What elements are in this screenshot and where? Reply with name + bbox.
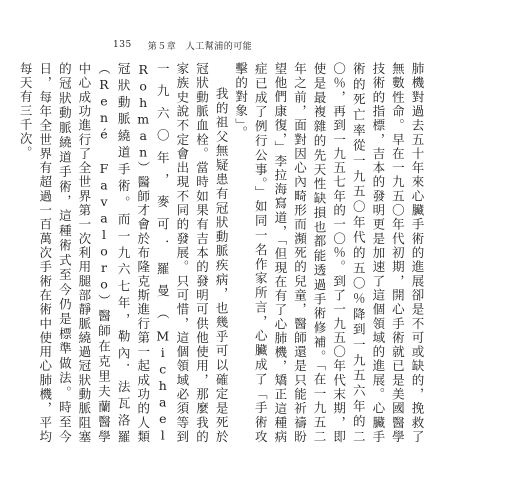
paragraph: 肺機對過去五十年來心臟手術的進展卻是不可或缺的，挽救了無數性命。早在一九五〇年代初期，開心手術就已是美國醫學技術的指標，吉本的發明更是加速了這個領域的進展。心臟手術的死亡率從一九五〇年代的五〇％降到一九五六年的二〇％，再到一九五七年的一〇％。到了一九五〇年代末期，即使是最複雜的先天性缺損也都能透過手術修補。「在一九五二年之前，面對因心內畸形而瀕死的兒童，醫師還是只能祈禱盼望他們康復，」李拉海寫道，「但現在有了心肺機，矯正這種病症已成了例行公事。」如同一名作家所言，心臟成了「手術攻擊的對象」。	[233, 62, 425, 444]
body-text	[16, 62, 427, 444]
chapter-title: 第５章 人工幫浦的可能	[147, 41, 253, 52]
paragraph: 我的祖父無疑患有冠狀動脈疾病，也幾乎可以確定是死於冠狀動脈血栓。當時如果有吉本的發明可供他使用，那麼我的家族史說不定會出現不同的發展。只可惜，這個領域必須等到一九六〇年，麥可．羅曼（Michael Rohman）醫師才會於布隆克斯進行第一起成功的人類冠狀動脈繞道手術。而一九六七年，勒內．法瓦洛羅（René Favaloro）醫師在克里夫蘭醫學中心成功進行了全世界第一次利用腿部靜脈繞過冠狀動脈阻塞的冠狀動脈繞道手術，這種術式至今仍是標準做法。時至今日，每年全世界有超過一百萬次手術在術中使用心肺機，平均每天有三千次。	[18, 62, 230, 444]
page-number: 135	[113, 40, 132, 50]
page-header	[113, 38, 413, 52]
